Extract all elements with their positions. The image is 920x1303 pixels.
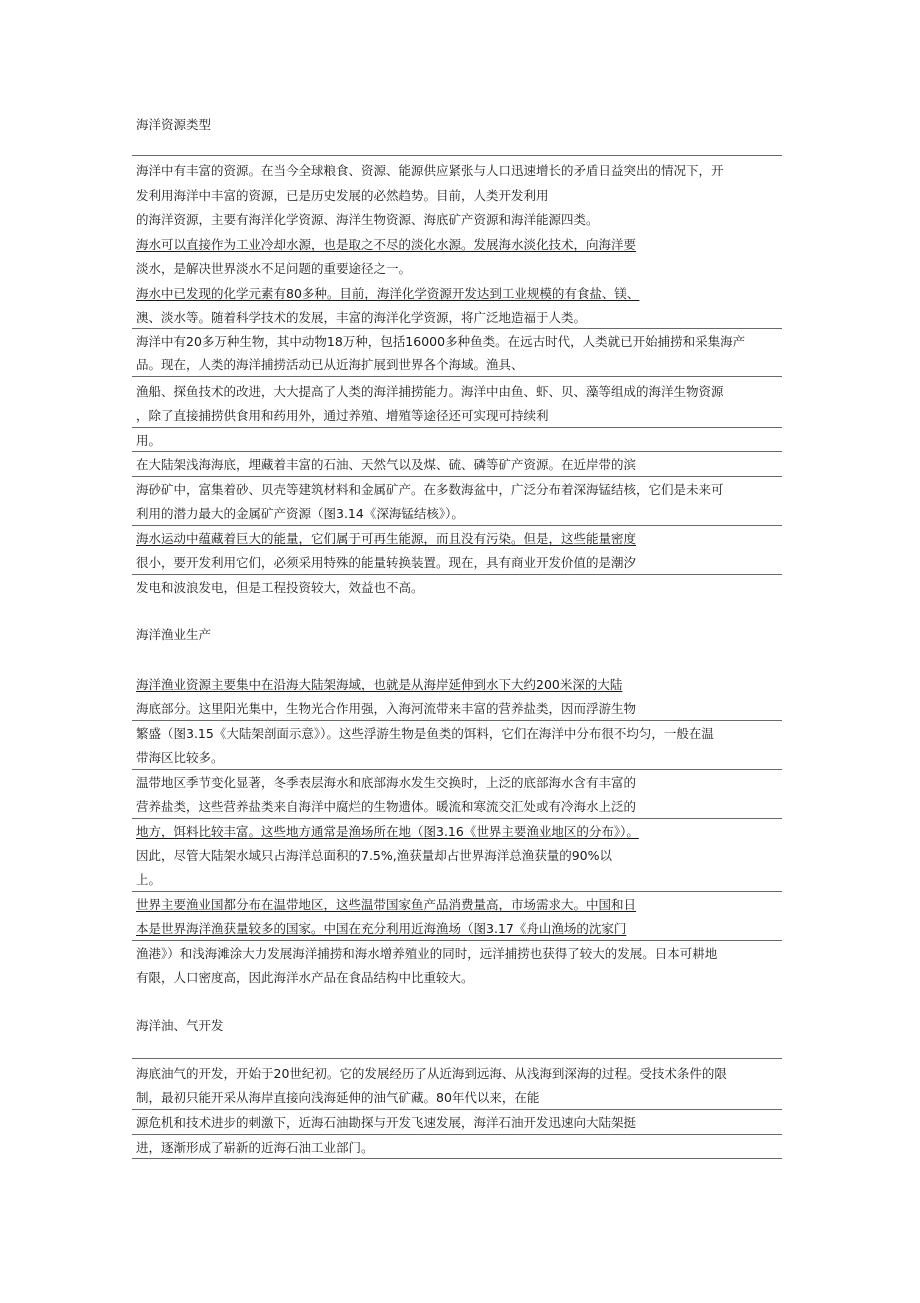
text-line: 海砂矿中，富集着砂、贝壳等建筑材料和金属矿产。在多数海盆中，广泛分布着深海锰结核，它们是未来可 bbox=[136, 482, 724, 497]
divider bbox=[132, 451, 782, 452]
text-line: 世界主要渔业国都分布在温带地区，这些温带国家鱼产品消费量高，市场需求大。中国和日 bbox=[136, 897, 637, 912]
text-line: 进，逐渐形成了崭新的近海石油工业部门。 bbox=[136, 1140, 374, 1155]
text-line: 因此，尽管大陆架水域只占海洋总面积的7.5%,渔获量却占世界海洋总渔获量的90%以 bbox=[136, 848, 613, 863]
text-line: 上。 bbox=[136, 872, 162, 887]
text-line: ，除了直接捕捞供食用和药用外，通过养殖、增殖等途径还可实现可持续利 bbox=[136, 408, 549, 423]
text-line: 繁盛（图3.15《大陆架剖面示意》）。这些浮游生物是鱼类的饵料，它们在海洋中分布很不均匀，一般在温 bbox=[136, 726, 714, 741]
text-line: 利用的潜力最大的金属矿产资源（图3.14《深海锰结核》）。 bbox=[136, 506, 464, 521]
text-line: 温带地区季节变化显著，冬季表层海水和底部海水发生交换时，上泛的底部海水含有丰富的 bbox=[136, 775, 637, 790]
divider bbox=[132, 940, 782, 941]
text-line: 在大陆架浅海海底，埋藏着丰富的石油、天然气以及煤、硫、磷等矿产资源。在近岸带的滨 bbox=[136, 457, 637, 472]
text-line: 海水运动中蕴藏着巨大的能量，它们属于可再生能源，而且没有污染。但是，这些能量密度 bbox=[136, 531, 637, 546]
divider bbox=[132, 328, 782, 329]
divider bbox=[132, 769, 782, 770]
text-line: 澳、淡水等。随着科学技术的发展，丰富的海洋化学资源，将广泛地造福于人类。 bbox=[136, 310, 587, 325]
text-line: 海洋中有20多万种生物，其中动物18万种，包括16000多种鱼类。在远古时代，人类就已开始捕捞和采集海产 bbox=[136, 334, 746, 349]
text-line: 营养盐类，这些营养盐类来自海洋中腐烂的生物遗体。暖流和寒流交汇处或有冷海水上泛的 bbox=[136, 799, 637, 814]
text-line: 海底油气的开发，开始于20世纪初。它的发展经历了从近海到远海、从浅海到深海的过程。受技术条件的限 bbox=[136, 1066, 727, 1081]
divider bbox=[132, 1109, 782, 1110]
section-heading-resource-types: 海洋资源类型 bbox=[136, 117, 212, 132]
divider bbox=[132, 1134, 782, 1135]
text-line: 海洋中有丰富的资源。在当今全球粮食、资源、能源供应紧张与人口迅速增长的矛盾日益突出的情况下，开 bbox=[136, 163, 724, 178]
divider bbox=[132, 891, 782, 892]
text-line: 很小，要开发利用它们，必须采用特殊的能量转换装置。现在，具有商业开发价值的是潮汐 bbox=[136, 555, 637, 570]
text-line: 用。 bbox=[136, 433, 162, 448]
text-line: 渔船、探鱼技术的改进，大大提高了人类的海洋捕捞能力。海洋中由鱼、虾、贝、藻等组成的海洋生物资源 bbox=[136, 384, 724, 399]
text-line: 淡水，是解决世界淡水不足问题的重要途径之一。 bbox=[136, 261, 412, 276]
divider bbox=[132, 155, 782, 156]
text-line: 本是世界海洋渔获量较多的国家。中国在充分利用近海渔场（图3.17《舟山渔场的沈家门 bbox=[136, 921, 627, 936]
text-line: 渔港》）和浅海滩涂大力发展海洋捕捞和海水增养殖业的同时，远洋捕捞也获得了较大的发展。日本可耕地 bbox=[136, 946, 718, 961]
text-line: 品。现在，人类的海洋捕捞活动已从近海扩展到世界各个海域。渔具、 bbox=[136, 357, 524, 372]
text-line: 海水可以直接作为工业冷却水源，也是取之不尽的淡化水源。发展海水淡化技术，向海洋要 bbox=[136, 237, 637, 252]
text-line: 发利用海洋中丰富的资源，已是历史发展的必然趋势。目前，人类开发利用 bbox=[136, 188, 549, 203]
divider bbox=[132, 1058, 782, 1059]
text-line: 的海洋资源，主要有海洋化学资源、海洋生物资源、海底矿产资源和海洋能源四类。 bbox=[136, 212, 599, 227]
divider bbox=[132, 720, 782, 721]
divider bbox=[132, 376, 782, 377]
divider bbox=[132, 1158, 782, 1159]
text-line: 海水中已发现的化学元素有80多种。目前，海洋化学资源开发达到工业规模的有食盐、镁、 bbox=[136, 286, 640, 301]
divider bbox=[132, 525, 782, 526]
text-line: 发电和波浪发电，但是工程投资较大，效益也不高。 bbox=[136, 580, 424, 595]
text-line: 海底部分。这里阳光集中，生物光合作用强，入海河流带来丰富的营养盐类，因而浮游生物 bbox=[136, 701, 637, 716]
text-line: 制，最初只能开采从海岸直接向浅海延伸的油气矿藏。80年代以来，在能 bbox=[136, 1090, 540, 1105]
text-line: 源危机和技术进步的刺激下，近海石油勘探与开发飞速发展，海洋石油开发迅速向大陆架挺 bbox=[136, 1115, 637, 1130]
divider bbox=[132, 476, 782, 477]
section-heading-oil-gas: 海洋油、气开发 bbox=[136, 1018, 224, 1033]
text-line: 海洋渔业资源主要集中在沿海大陆架海域，也就是从海岸延伸到水下大约200米深的大陆 bbox=[136, 677, 623, 692]
section-heading-fishery: 海洋渔业生产 bbox=[136, 627, 212, 642]
divider bbox=[132, 818, 782, 819]
text-line: 带海区比较多。 bbox=[136, 750, 224, 765]
text-line: 有限，人口密度高，因此海洋水产品在食品结构中比重较大。 bbox=[136, 970, 474, 985]
divider bbox=[132, 427, 782, 428]
text-line: 地方，饵料比较丰富。这些地方通常是渔场所在地（图3.16《世界主要渔业地区的分布》）。 bbox=[136, 824, 639, 839]
divider bbox=[132, 574, 782, 575]
